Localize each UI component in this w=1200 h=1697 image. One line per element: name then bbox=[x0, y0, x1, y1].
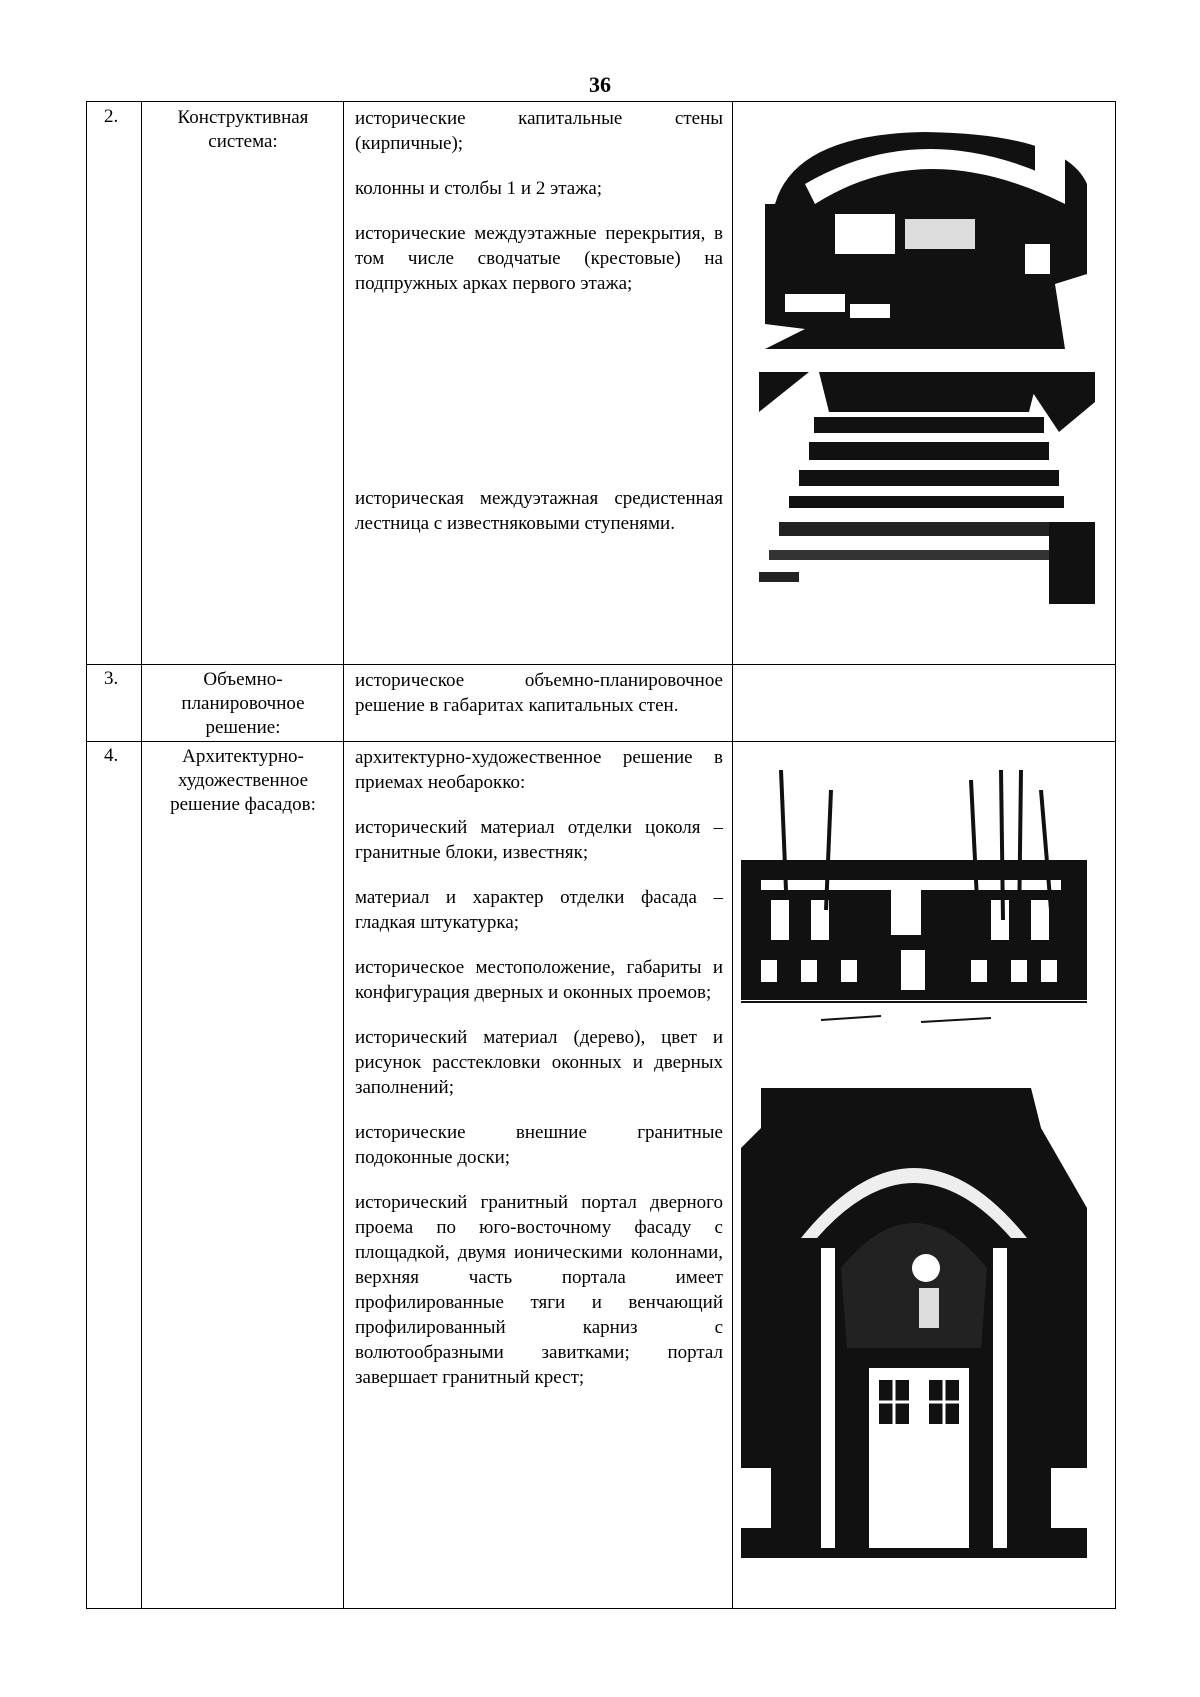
list-item: исторические капитальные стены (кирпичные); bbox=[355, 108, 723, 154]
facade-photo bbox=[741, 770, 1087, 1038]
row-description bbox=[355, 668, 723, 718]
row-number: 4. bbox=[104, 745, 119, 766]
list-item: историческое местоположение, габариты и конфигурация дверных и оконных проемов; bbox=[355, 957, 723, 1003]
page-number: 36 bbox=[589, 72, 611, 97]
list-item: исторический материал (дерево), цвет и рисунок расстекловки оконных и дверных заполнений; bbox=[355, 1027, 723, 1098]
row-title: Конструктивная система: bbox=[177, 107, 309, 152]
list-item: архитектурно-художественное решение в приемах необарокко: bbox=[355, 747, 723, 793]
list-item: исторические междуэтажные перекрытия, в том числе сводчатые (крестовые) на подпружных арках первого этажа; bbox=[355, 223, 723, 294]
row-number: 3. bbox=[104, 668, 119, 689]
list-item: исторический гранитный портал дверного проема по юго-восточному фасаду с площадкой, двумя ионическими колоннами, верхняя часть портала имеет профилированные тяги и венчающий профилированный карниз с волютообразными завитками; портал завершает гранитный крест; bbox=[355, 1192, 723, 1388]
row-title: Объемно-планировочное решение: bbox=[181, 669, 305, 738]
staircase-photo bbox=[759, 372, 1095, 604]
row-description bbox=[355, 486, 723, 556]
row-description bbox=[355, 745, 723, 1390]
column-divider bbox=[141, 102, 142, 1608]
list-item: историческое объемно-планировочное решение в габаритах капитальных стен. bbox=[355, 670, 723, 716]
document-table bbox=[86, 101, 1116, 1609]
list-item: исторический материал отделки цоколя – гранитные блоки, известняк; bbox=[355, 817, 723, 863]
row-divider bbox=[87, 741, 1115, 742]
list-item: материал и характер отделки фасада – гладкая штукатурка; bbox=[355, 887, 723, 933]
row-description bbox=[355, 106, 723, 316]
list-item: колонны и столбы 1 и 2 этажа; bbox=[355, 178, 603, 199]
portal-photo bbox=[741, 1088, 1087, 1558]
row-divider bbox=[87, 664, 1115, 665]
row-number: 2. bbox=[104, 106, 119, 127]
row-title: Архитектурно-художественное решение фасадов: bbox=[170, 746, 316, 815]
list-item: исторические внешние гранитные подоконные доски; bbox=[355, 1122, 723, 1168]
list-item: историческая междуэтажная средистенная лестница с известняковыми ступенями. bbox=[355, 488, 723, 534]
interior-vault-photo bbox=[765, 124, 1087, 349]
column-divider bbox=[732, 102, 733, 1608]
column-divider bbox=[343, 102, 344, 1608]
